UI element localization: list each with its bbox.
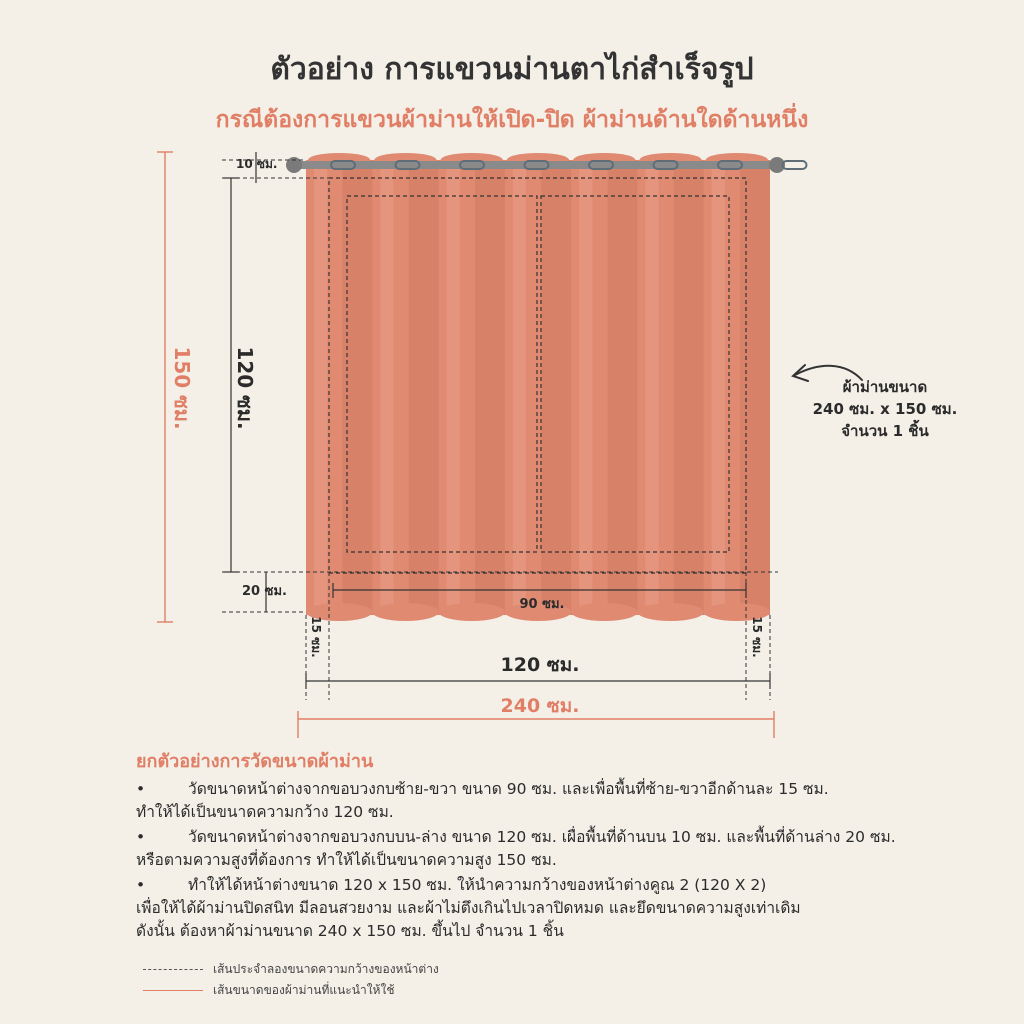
label-measured-width: 120 ซม. (500, 654, 580, 676)
grommet-ring (783, 161, 807, 169)
page-title: ตัวอย่าง การแขวนม่านตาไก่สำเร็จรูป (270, 52, 754, 87)
note-item-2 (136, 826, 996, 872)
label-side-right: 15 ซม. (750, 616, 764, 658)
page-subtitle: กรณีต้องการแขวนผ้าม่านให้เปิด-ปิด ผ้าม่านด้านใดด้านหนึ่ง (215, 107, 809, 133)
note-item-3-line3: ดังนั้น ต้องหาผ้าม่านขนาด 240 x 150 ซม. ขึ้นไป จำนวน 1 ชิ้น (136, 922, 564, 940)
label-top-gap: 10 ซม. (236, 157, 278, 171)
label-window-width: 90 ซม. (519, 597, 565, 612)
curtain-pleat-shadow (674, 160, 704, 615)
legend-solid (143, 981, 394, 1000)
note-item-2-line2: หรือตามความสูงที่ต้องการ ทำให้ได้เป็นขนาดความสูง 150 ซม. (136, 851, 557, 869)
notes-heading: ยกตัวอย่างการวัดขนาดผ้าม่าน (136, 751, 374, 772)
label-curtain-width: 240 ซม. (500, 695, 580, 717)
note-item-1-line2: ทำให้ได้เป็นขนาดความกว้าง 120 ซม. (136, 803, 394, 821)
note-item-1-line1: วัดขนาดหน้าต่างจากขอบวงกบซ้าย-ขวา ขนาด 90 ซม. และเพื่อพื้นที่ซ้าย-ขวาอีกด้านละ 15 ซม. (188, 780, 829, 798)
curtain-pleat-shadow (541, 160, 571, 615)
note-item-3-line2: เพื่อให้ได้ผ้าม่านปิดสนิท มีลอนสวยงาม และผ้าไม่ตึงเกินไปเวลาปิดหมด และยึดขนาดความสูงเท่าเดิม (136, 899, 801, 917)
curtain-pleat-shadow (475, 160, 505, 615)
note-item-3 (136, 874, 996, 943)
bullet-icon: • (136, 876, 146, 894)
curtain (306, 153, 770, 621)
curtain-pleats (314, 160, 770, 615)
curtain-size-note (800, 376, 970, 442)
curtain-pleat-highlight (314, 160, 327, 615)
curtain-size-note-line1: ผ้าม่านขนาด (842, 378, 928, 396)
label-bottom-gap: 20 ซม. (242, 584, 287, 599)
curtain-pleat-highlight (645, 160, 658, 615)
curtain-pleat-highlight (380, 160, 393, 615)
dashed-line-icon (143, 969, 203, 970)
curtain-size-note-line2: 240 ซม. x 150 ซม. (812, 400, 958, 418)
label-window-height: 120 ซม. (233, 346, 257, 430)
bullet-icon: • (136, 780, 146, 798)
legend-dashed-label: เส้นประจำลองขนาดความกว้างของหน้าต่าง (213, 962, 439, 976)
note-item-3-line1: ทำให้ได้หน้าต่างขนาด 120 x 150 ซม. ให้นำความกว้างของหน้าต่างคูณ 2 (120 X 2) (188, 876, 767, 894)
rod-end-left (286, 157, 302, 173)
curtain-pleat-highlight (579, 160, 592, 615)
curtain-hem-wave (637, 603, 703, 621)
curtain-hem-wave (571, 603, 637, 621)
curtain-pleat-highlight (447, 160, 460, 615)
label-side-left: 15 ซม. (309, 616, 323, 658)
bullet-icon: • (136, 828, 146, 846)
curtain-pleat-shadow (740, 160, 770, 615)
legend-solid-label: เส้นขนาดของผ้าม่านที่แนะนำให้ใช้ (213, 983, 395, 997)
legend-dashed (143, 960, 439, 979)
solid-line-icon (143, 990, 203, 991)
curtain-pleat-highlight (513, 160, 526, 615)
label-total-height: 150 ซม. (170, 346, 194, 430)
curtain-pleat-highlight (712, 160, 725, 615)
curtain-pleat-shadow (608, 160, 638, 615)
curtain-pleat-shadow (409, 160, 439, 615)
curtain-size-note-line3: จำนวน 1 ชิ้น (841, 422, 929, 440)
curtain-hem-wave (372, 603, 438, 621)
note-item-2-line1: วัดขนาดหน้าต่างจากขอบวงกบบน-ล่าง ขนาด 120 ซม. เผื่อพื้นที่ด้านบน 10 ซม. และพื้นที่ด้านล่าง 20 ซม. (188, 828, 896, 846)
curtain-hem-wave (439, 603, 505, 621)
note-item-1 (136, 778, 996, 824)
